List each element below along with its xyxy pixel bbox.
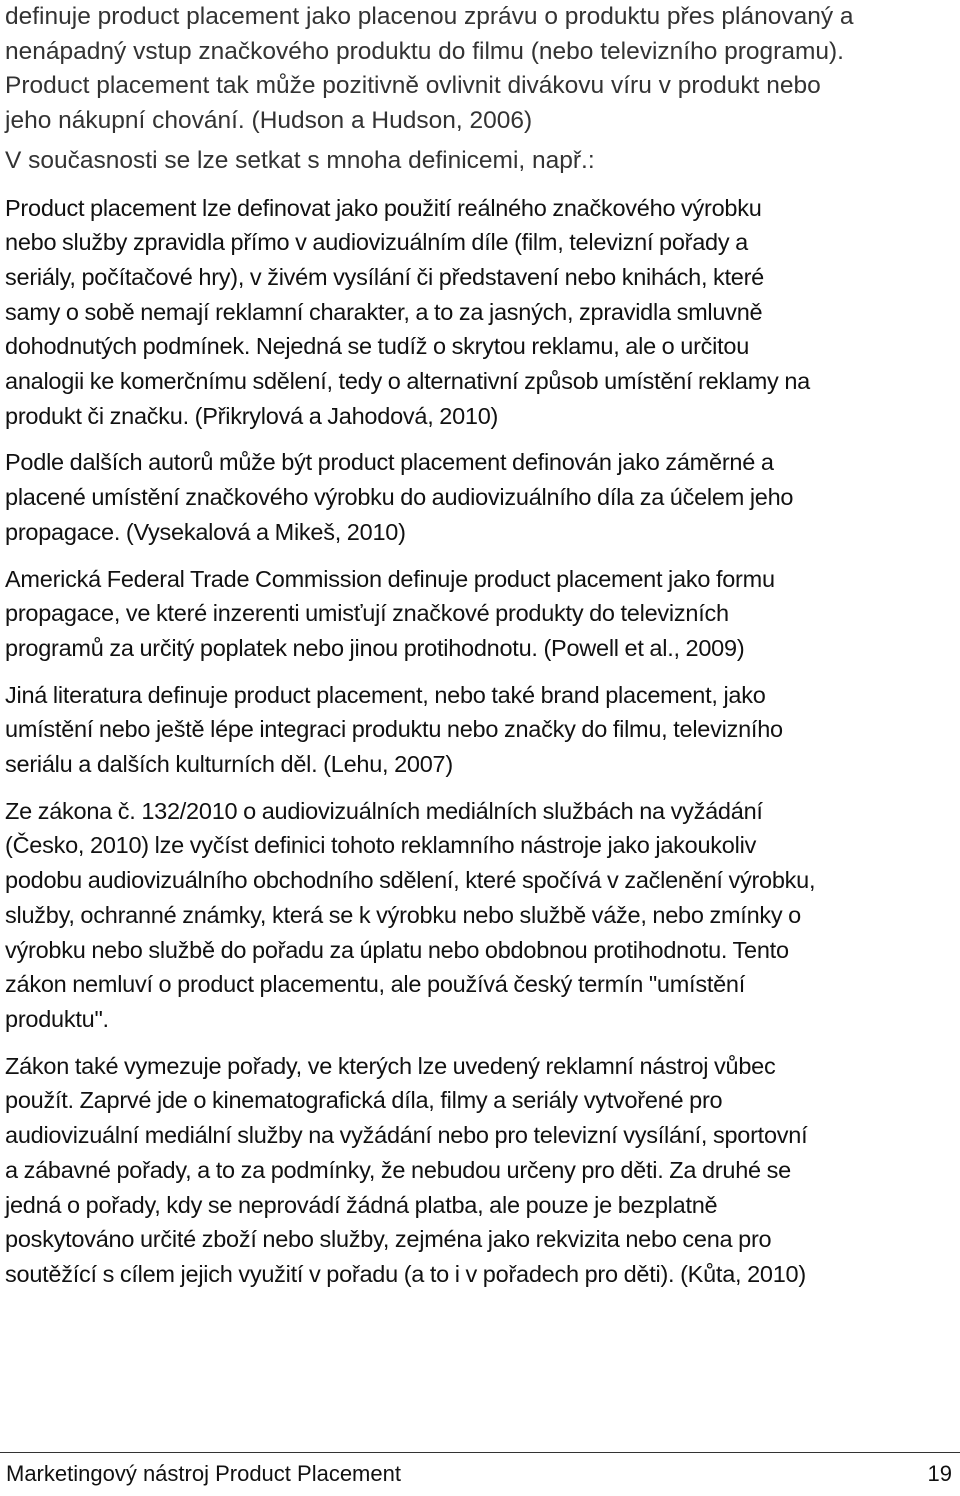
line: produkt či značku. (Přikrylová a Jahodová, 2010) [5,402,499,429]
line: použít. Zaprvé jde o kinematografická díla, filmy a seriály vytvořené pro [5,1087,723,1114]
paragraph-definition-ftc [5,562,955,666]
line: podobu audiovizuálního obchodního sdělení, které spočívá v začlenění výrobku, [5,867,816,894]
line: jeho nákupní chování. (Hudson a Hudson, 2006) [5,107,533,135]
paragraph-definition-lehu [5,678,955,782]
line: propagace. (Vysekalová a Mikeš, 2010) [5,518,406,545]
line: Product placement tak může pozitivně ovlivnit divákovu víru v produkt nebo [5,72,821,100]
line: V současnosti se lze setkat s mnoha definicemi, např.: [5,146,595,174]
paragraph-intro-continuation [5,0,955,139]
line: propagace, ve které inzerenti umisťují značkové produkty do televizních [5,600,729,627]
paragraph-definition-prikrylova [5,191,955,434]
line: nebo služby zpravidla přímo v audiovizuálním díle (film, televizní pořady a [5,229,748,256]
line: služby, ochranné známky, která se k výrobku nebo službě váže, nebo zmínky o [5,901,801,928]
line: analogii ke komerčnímu sdělení, tedy o alternativní způsob umístění reklamy na [5,368,810,395]
line: poskytováno určité zboží nebo služby, zejména jako rekvizita nebo cena pro [5,1226,772,1253]
document-page [5,0,955,1292]
line: Ze zákona č. 132/2010 o audiovizuálních mediálních službách na vyžádání [5,797,763,824]
paragraph-definitions-lead [5,144,955,179]
line: a zábavné pořady, a to za podmínky, že nebudou určeny pro děti. Za druhé se [5,1156,791,1183]
line: zákon nemluví o product placementu, ale používá český termín "umístění [5,971,746,998]
line: Americká Federal Trade Commission definuje product placement jako formu [5,565,775,592]
line: placené umístění značkového výrobku do audiovizuálního díla za účelem jeho [5,484,794,511]
line: samy o sobě nemají reklamní charakter, a to za jasných, zpravidla smluvně [5,298,763,325]
line: Zákon také vymezuje pořady, ve kterých lze uvedený reklamní nástroj vůbec [5,1052,776,1079]
line: programů za určitý poplatek nebo jinou protihodnotu. (Powell et al., 2009) [5,634,745,661]
line: produktu". [5,1005,109,1032]
page-number: 19 [927,1461,952,1486]
paragraph-law-programs [5,1049,955,1292]
line: jedná o pořady, kdy se neprovádí žádná platba, ale pouze je bezplatně [5,1191,718,1218]
line: nenápadný vstup značkového produktu do filmu (nebo televizního programu). [5,37,844,65]
page-footer [6,1459,952,1489]
paragraph-law-definition [5,794,955,1037]
line: umístění nebo ještě lépe integraci produktu nebo značky do filmu, televizního [5,716,783,743]
footer-divider [0,1452,960,1453]
line: seriálu a dalších kulturních děl. (Lehu, 2007) [5,751,453,778]
line: definuje product placement jako placenou zprávu o produktu přes plánovaný a [5,3,854,30]
line: výrobku nebo službě do pořadu za úplatu nebo obdobnou protihodnotu. Tento [5,936,789,963]
footer-title: Marketingový nástroj Product Placement [6,1461,401,1486]
paragraph-definition-vysekalova [5,445,955,549]
line: Jiná literatura definuje product placement, nebo také brand placement, jako [5,681,766,708]
line: (Česko, 2010) lze vyčíst definici tohoto reklamního nástroje jako jakoukoliv [5,832,757,859]
line: soutěžící s cílem jejich využití v pořadu (a to i v pořadech pro děti). (Kůta, 2010) [5,1260,806,1287]
line: Product placement lze definovat jako použití reálného značkového výrobku [5,194,762,221]
line: audiovizuální mediální služby na vyžádání nebo pro televizní vysílání, sportovní [5,1122,808,1149]
line: dohodnutých podmínek. Nejedná se tudíž o skrytou reklamu, ale o určitou [5,333,750,360]
line: seriály, počítačové hry), v živém vysílání či představení nebo knihách, které [5,263,764,290]
line: Podle dalších autorů může být product placement definován jako záměrné a [5,449,774,476]
